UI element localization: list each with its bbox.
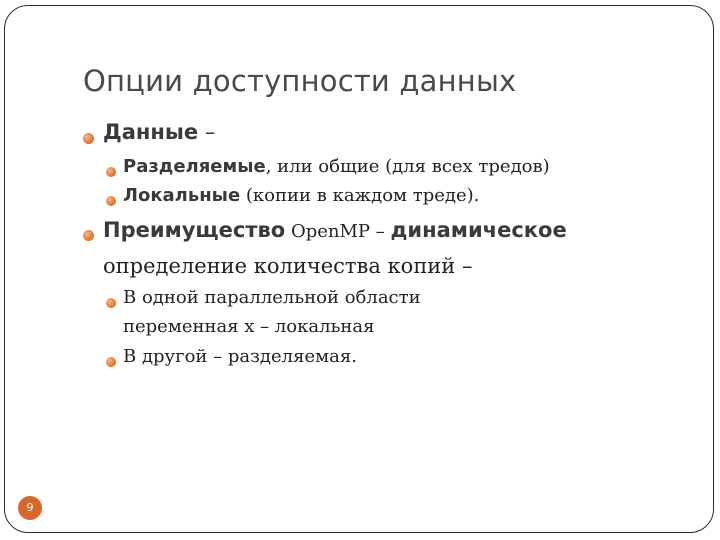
bullet-local-text: (копии в каждом треде). [240,185,480,206]
bullet-icon [106,196,116,206]
bullet-icon [83,133,94,144]
bullet-parallel-line1: В одной параллельной области [123,287,421,308]
slide-title: Опции доступности данных [83,64,517,98]
bullet-parallel-line2: переменная х – локальная [123,316,375,337]
bullet-advantage-line2: определение количества копий – [103,254,473,278]
bullet-advantage-term: Преимущество [103,218,286,242]
bullet-advantage-mid: OpenMP – [285,221,391,242]
bullet-data-dash: – [198,120,216,144]
bullet-icon [83,230,94,241]
bullet-data-term: Данные [103,120,199,144]
bullet-data [103,120,215,144]
bullet-shared-text: , или общие (для всех тредов) [265,156,550,177]
bullet-local [123,185,479,206]
bullet-local-term: Локальные [123,185,241,206]
bullet-shared-term: Разделяемые [123,156,266,177]
bullet-advantage-term2: динамическое [390,218,567,242]
bullet-icon [106,298,116,308]
bullet-icon [106,357,116,367]
bullet-other: В другой – разделяемая. [123,346,357,367]
bullet-advantage [103,218,567,242]
bullet-shared [123,156,550,177]
bullet-icon [106,167,116,177]
page-number-badge: 9 [18,496,42,520]
